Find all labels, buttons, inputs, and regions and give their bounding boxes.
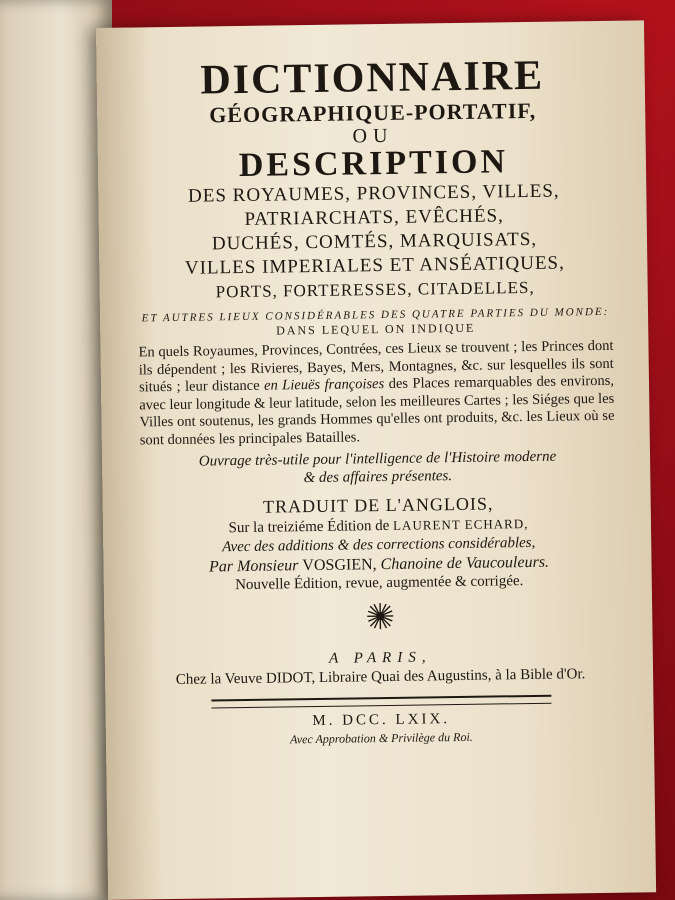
publication-date: M. DCC. LXIX. bbox=[312, 711, 451, 730]
approbation-line: Avec Approbation & Privilège du Roi. bbox=[290, 729, 473, 747]
ou-word: OU bbox=[352, 124, 394, 148]
paragraph-italic: en Lieuës françoises bbox=[259, 375, 389, 394]
book-subtitle: GÉOGRAPHIQUE-PORTATIF, bbox=[209, 97, 537, 128]
line-villes: VILLES IMPERIALES ET ANSÉATIQUES, bbox=[184, 252, 565, 279]
title-page-content bbox=[134, 53, 619, 750]
par-text: Par Monsieur bbox=[208, 557, 303, 576]
ouvrage-line-2: & des affaires présentes. bbox=[303, 468, 453, 487]
additions-line: Avec des additions & des corrections considérables, bbox=[222, 534, 536, 556]
line-ports: PORTS, FORTERESSES, CITADELLES, bbox=[215, 277, 535, 302]
place-paris: A PARIS, bbox=[328, 649, 432, 667]
line-patriarchats: PATRIARCHATS, EVÊCHÉS, bbox=[244, 205, 504, 230]
description-heading: DESCRIPTION bbox=[238, 143, 509, 185]
line-autres: ET AUTRES LIEUX CONSIDÉRABLES DES QUATRE PARTIES DU MONDE: bbox=[141, 305, 610, 325]
book-title: DICTIONNAIRE bbox=[200, 52, 545, 104]
edition-text: Sur la treiziéme Édition de bbox=[228, 517, 394, 537]
paragraph-part-1: En quels Royaumes, Provinces, Contrées, ces Lieux se trouvent ; les Princes dont ils dépendent ; les Rivieres, Bayes, Mers, Montagnes, &c. sur lesquelles ils sont situés ; leur distance bbox=[138, 337, 614, 396]
traduit-line: TRADUIT DE L'ANGLOIS, bbox=[262, 493, 494, 517]
title-page bbox=[96, 20, 656, 900]
sun-ornament-icon bbox=[142, 598, 617, 642]
author-echard: LAURENT ECHARD, bbox=[392, 516, 529, 533]
nouvelle-edition-line: Nouvelle Édition, revue, augmentée & corrigée. bbox=[235, 573, 524, 594]
left-page-edge bbox=[0, 0, 112, 900]
paragraph-part-2: des Places remarquables des environs, avec leur longitude & leur latitude, selon les meilleures Cartes ; les Siéges que les Villes ont soutenus, les grands Hommes qu'elles ont produits, &c. les Lieux où se sont données les principales Batailles. bbox=[139, 372, 615, 448]
line-royaumes: DES ROYAUMES, PROVINCES, VILLES, bbox=[187, 180, 560, 207]
author-vosgien: VOSGIEN bbox=[302, 556, 373, 575]
double-rule bbox=[211, 695, 551, 709]
line-duches: DUCHÉS, COMTÉS, MARQUISATS, bbox=[211, 228, 538, 255]
chanoine-text: , Chanoine de Vaucouleurs. bbox=[372, 553, 550, 574]
description-paragraph bbox=[138, 338, 614, 450]
ouvrage-line-1: Ouvrage très-utile pour l'intelligence de l'Histoire moderne bbox=[198, 448, 557, 470]
line-dans: DANS LEQUEL ON INDIQUE bbox=[276, 320, 476, 338]
publisher-line: Chez la Veuve DIDOT, Libraire Quai des Augustins, à la Bible d'Or. bbox=[175, 666, 586, 688]
